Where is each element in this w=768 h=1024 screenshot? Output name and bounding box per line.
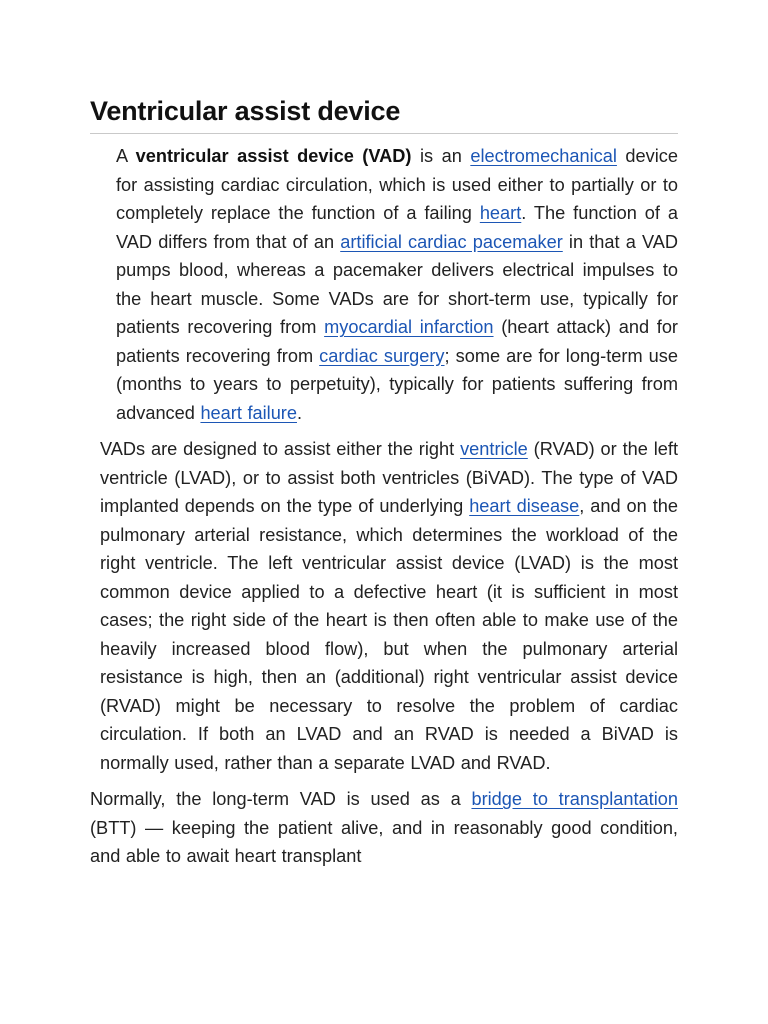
paragraph-bridge	[90, 785, 678, 871]
text: .	[296, 402, 303, 423]
link-heart[interactable]: heart	[479, 203, 522, 223]
text: . The function of a VAD differs from that of an	[116, 203, 679, 252]
text: , and on the pulmonary arterial resistance, which determines the workload of the right ventricle. The left ventricular assist device (LVAD) is the most common device applied to a defective heart (it is sufficient in most cases; the right side of the heart is then often able to make use of the heavily increased blood flow), but when the pulmonary arterial resistance is high, then an (additional) right ventricular assist device (RVAD) might be necessary to resolve the problem of cardiac circulation. If both an LVAD and an RVAD is needed a BiVAD is normally used, rather than a separate LVAD and RVAD.	[100, 496, 679, 773]
link-artificial-cardiac-pacemaker[interactable]: artificial cardiac pacemaker	[340, 231, 563, 252]
text: in that a VAD pumps blood, whereas a pacemaker delivers electrical impulses to the heart muscle. Some VADs are for short-term use, typically for patients recovering from	[116, 231, 678, 337]
text: device for assisting cardiac circulation, which is used either to partially or to completely replace the function of a failing	[116, 146, 678, 223]
text: A	[116, 146, 136, 166]
paragraph-intro	[90, 142, 678, 427]
text: Normally, the long-term VAD is used as a	[90, 789, 472, 809]
text: (BTT) — keeping the patient alive, and in reasonably good condition, and able to await heart transplant	[90, 817, 678, 866]
text: (heart attack) and for patients recovering from	[116, 317, 678, 366]
link-heart-disease[interactable]: heart disease	[469, 496, 580, 516]
text: is an	[411, 146, 471, 166]
bold-term: ventricular assist device (VAD)	[135, 146, 412, 166]
article-body	[90, 96, 678, 871]
link-ventricle[interactable]: ventricle	[460, 439, 528, 459]
link-heart-failure[interactable]: heart failure	[200, 402, 297, 423]
link-bridge-to-transplantation[interactable]: bridge to transplantation	[471, 789, 678, 809]
text: (RVAD) or the left ventricle (LVAD), or to assist both ventricles (BiVAD). The type of VAD implanted depends on the type of underlying	[100, 439, 678, 516]
paragraph-vad-types	[90, 435, 678, 777]
link-myocardial-infarction[interactable]: myocardial infarction	[324, 317, 494, 337]
link-electromechanical[interactable]: electromechanical	[470, 146, 617, 166]
link-cardiac-surgery[interactable]: cardiac surgery	[319, 345, 445, 366]
article-title: Ventricular assist device	[90, 96, 678, 134]
text: VADs are designed to assist either the right	[100, 439, 461, 459]
text: ; some are for long-term use (months to years to perpetuity), typically for patients suffering from advanced	[116, 345, 678, 423]
